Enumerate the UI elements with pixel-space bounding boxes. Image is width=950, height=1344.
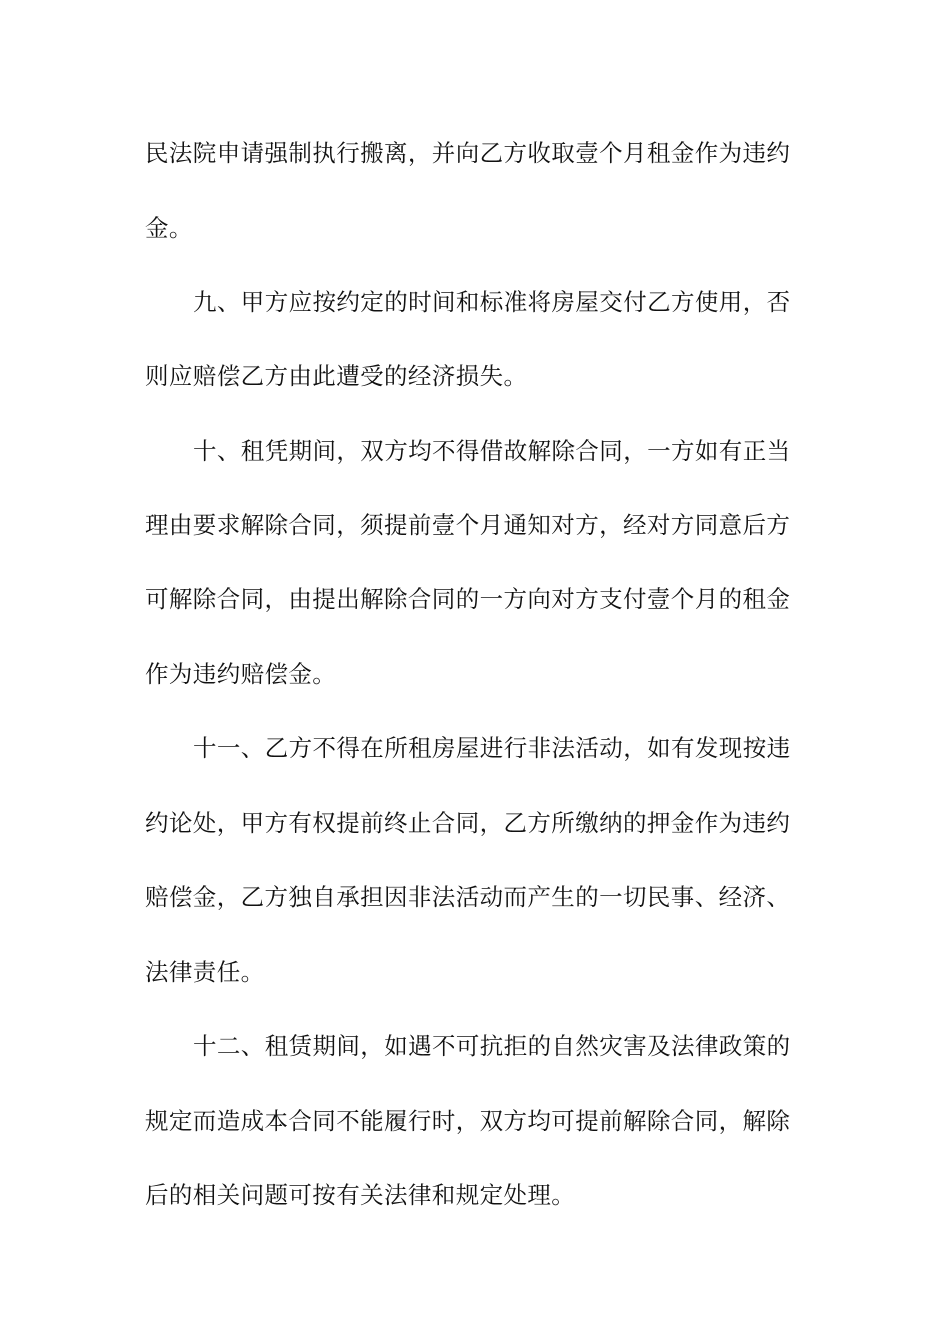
clause-10-line: 作为违约赔偿金。	[145, 660, 337, 688]
clause-12-first-line: 十二、租赁期间，如遇不可抗拒的自然灾害及法律政策的	[193, 1032, 791, 1060]
clause-11-first-line: 十一、乙方不得在所租房屋进行非法活动，如有发现按违	[193, 734, 791, 762]
paragraph-continuation-line: 民法院申请强制执行搬离，并向乙方收取壹个月租金作为违约	[145, 139, 791, 167]
clause-11-line: 法律责任。	[145, 958, 265, 986]
paragraph-continuation-line: 金。	[145, 214, 193, 242]
clause-11-line: 约论处，甲方有权提前终止合同，乙方所缴纳的押金作为违约	[145, 809, 791, 837]
clause-11-line: 赔偿金，乙方独自承担因非法活动而产生的一切民事、经济、	[145, 883, 791, 911]
clause-9-first-line: 九、甲方应按约定的时间和标准将房屋交付乙方使用，否	[193, 288, 791, 316]
clause-10-first-line: 十、租凭期间，双方均不得借故解除合同，一方如有正当	[193, 437, 791, 465]
clause-10-line: 可解除合同，由提出解除合同的一方向对方支付壹个月的租金	[145, 585, 791, 613]
clause-12-line: 规定而造成本合同不能履行时，双方均可提前解除合同，解除	[145, 1107, 791, 1135]
clause-10-line: 理由要求解除合同，须提前壹个月通知对方，经对方同意后方	[145, 511, 791, 539]
clause-12-line: 后的相关问题可按有关法律和规定处理。	[145, 1181, 576, 1209]
clause-9-line: 则应赔偿乙方由此遭受的经济损失。	[145, 362, 528, 390]
